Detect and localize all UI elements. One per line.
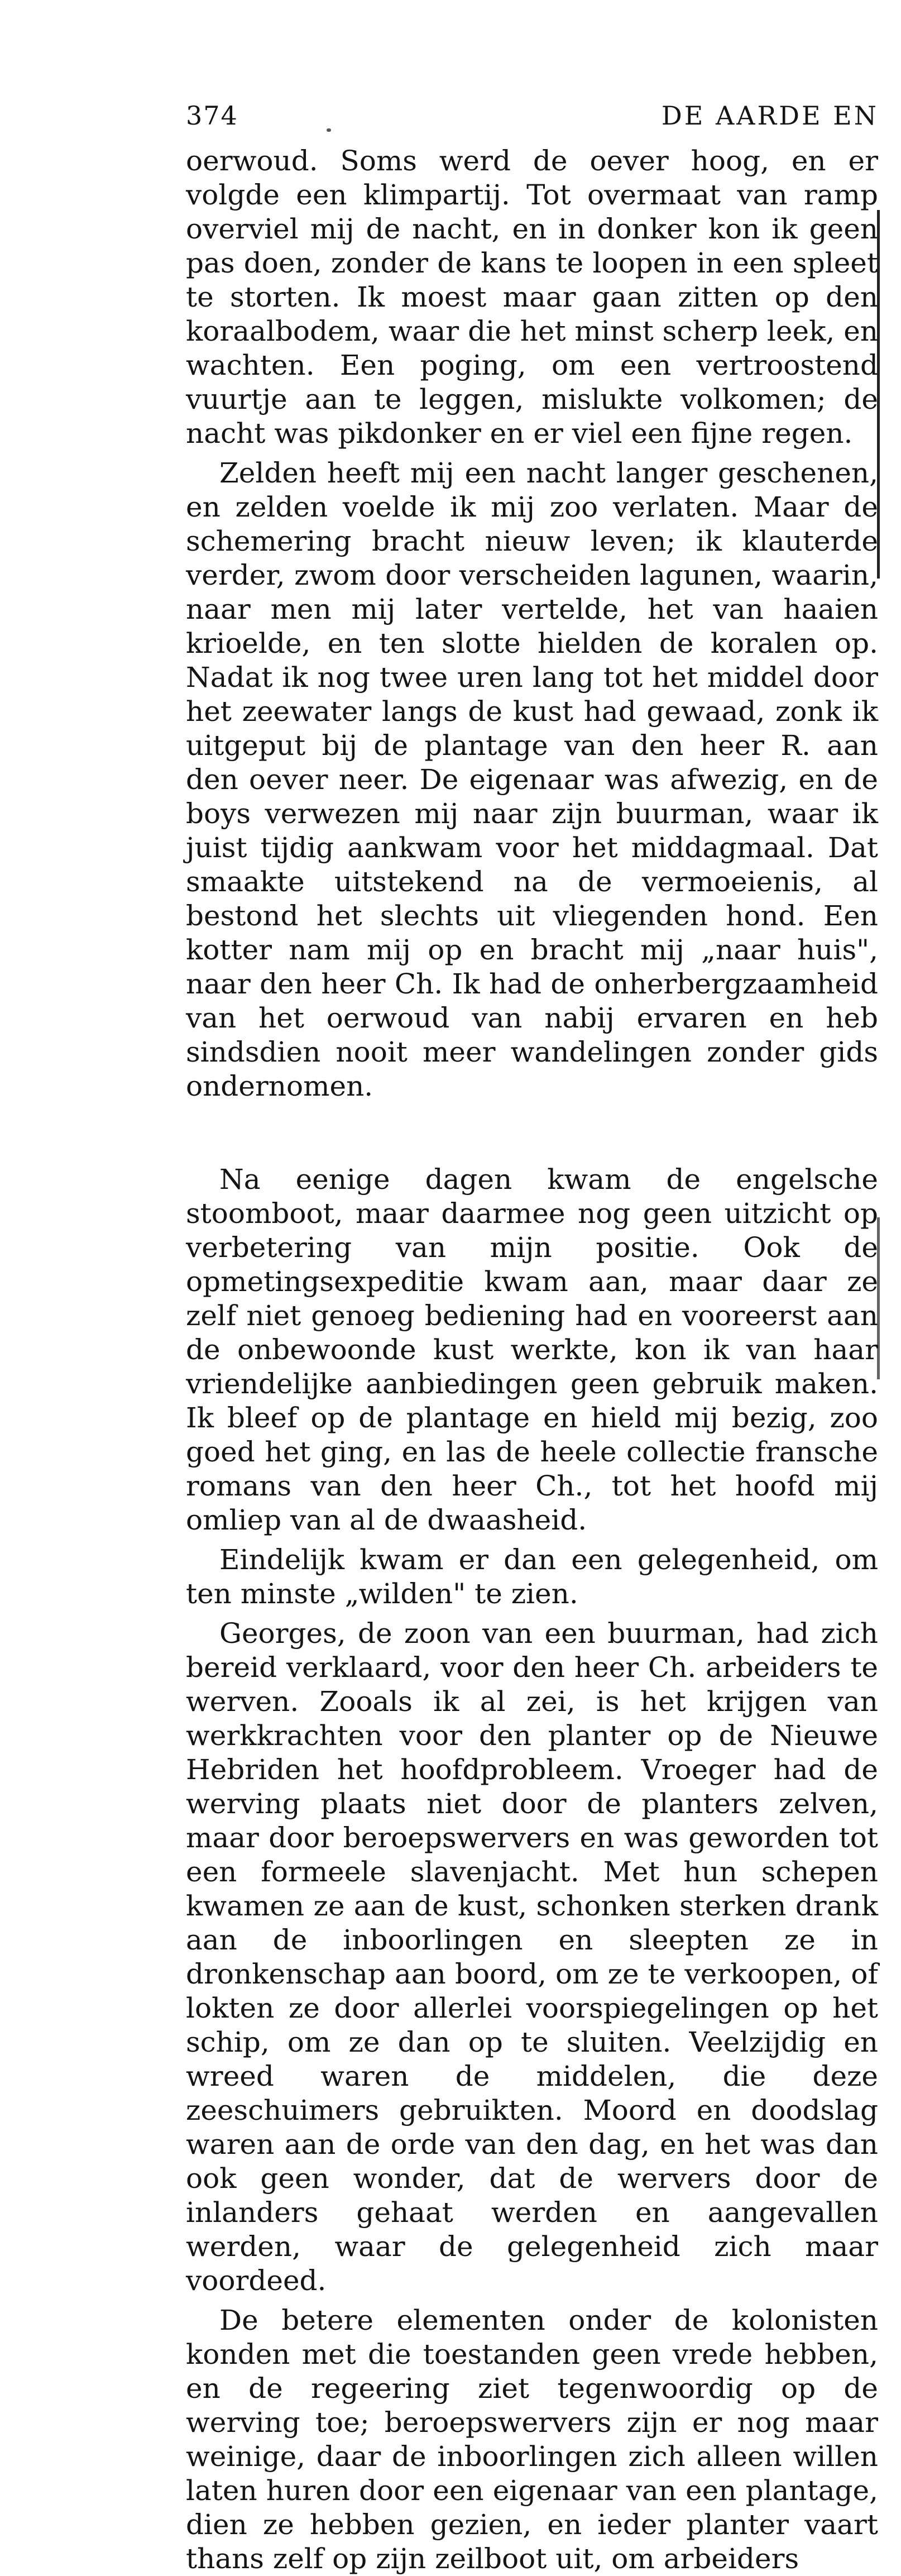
print-speck [327,128,331,132]
text-section-1 [186,144,878,1103]
paragraph-continued: oerwoud. Soms werd de oever hoog, en er volgde een klimpartij. Tot overmaat van ramp overviel mij de nacht, en in donker kon ik geen pas doen, zonder de kans te loopen in een spleet te storten. Ik moest maar gaan zitten op den koraalbodem, waar die het minst scherp leek, en wachten. Een poging, om een vertroostend vuurtje aan te leggen, mislukte volkomen; de nacht was pikdonker en er viel een fijne regen. [186,145,878,450]
paragraph: De betere elementen onder de kolonisten konden met die toestanden geen vrede hebben, en de regeering ziet tegenwoordig op de werving toe; beroepswervers zijn er nog maar weinige, daar de inboorlingen zich alleen willen laten huren door een eigenaar van een plantage, dien ze hebben gezien, en ieder planter vaart thans zelf op zijn zeilboot uit, om arbeiders [186,2304,878,2575]
text-section-2 [186,1163,878,2576]
paragraph: Eindelijk kwam er dan een gelegenheid, om ten minste „wilden" te zien. [186,1543,878,1610]
page-number: 374 [186,101,238,131]
paragraph: Na eenige dagen kwam de engelsche stoomboot, maar daarmee nog geen uitzicht op verbetering van mijn positie. Ook de opmetingsexpeditie kwam aan, maar daar ze zelf niet genoeg bediening had en vooreerst aan de onbewoonde kust werkte, kon ik van haar vriendelijke aanbiedingen geen gebruik maken. Ik bleef op de plantage en hield mij bezig, zoo goed het ging, en las de heele collectie fransche romans van den heer Ch., tot het hoofd mij omliep van al de dwaasheid. [186,1163,878,1536]
running-title: DE AARDE EN [661,101,879,131]
paragraph: Georges, de zoon van een buurman, had zich bereid verklaard, voor den heer Ch. arbeiders te werven. Zooals ik al zei, is het krijgen van werkkrachten voor den planter op de Nieuwe Hebriden het hoofdprobleem. Vroeger had de werving plaats niet door de planters zelven, maar door beroepswervers en was geworden tot een formeele slavenjacht. Met hun schepen kwamen ze aan de kust, schonken sterken drank aan de inboorlingen en sleepten ze in dronkenschap aan boord, om ze te verkoopen, of lokten ze door allerlei voorspiegelingen op het schip, om ze dan op te sluiten. Veelzijdig en wreed waren de middelen, die deze zeeschuimers gebruikten. Moord en doodslag waren aan de orde van den dag, en het was dan ook geen wonder, dat de wervers door de inlanders gehaat werden en aangevallen werden, waar de gelegenheid zich maar voordeed. [186,1617,878,2297]
paragraph: Zelden heeft mij een nacht langer geschenen, en zelden voelde ik mij zoo verlaten. Maar de schemering bracht nieuw leven; ik klauterde verder, zwom door verscheiden lagunen, waarin, naar men mij later vertelde, het van haaien krioelde, en ten slotte hielden de koralen op. Nadat ik nog twee uren lang tot het middel door het zeewater langs de kust had gewaad, zonk ik uitgeput bij de plantage van den heer R. aan den oever neer. De eigenaar was afwezig, en de boys verwezen mij naar zijn buurman, waar ik juist tijdig aankwam voor het middagmaal. Dat smaakte uitstekend na de vermoeienis, al bestond het slechts uit vliegenden hond. Een kotter nam mij op en bracht mij „naar huis", naar den heer Ch. Ik had de onherbergzaamheid van het oerwoud van nabij ervaren en heb sindsdien nooit meer wandelingen zonder gids ondernomen. [186,457,878,1102]
